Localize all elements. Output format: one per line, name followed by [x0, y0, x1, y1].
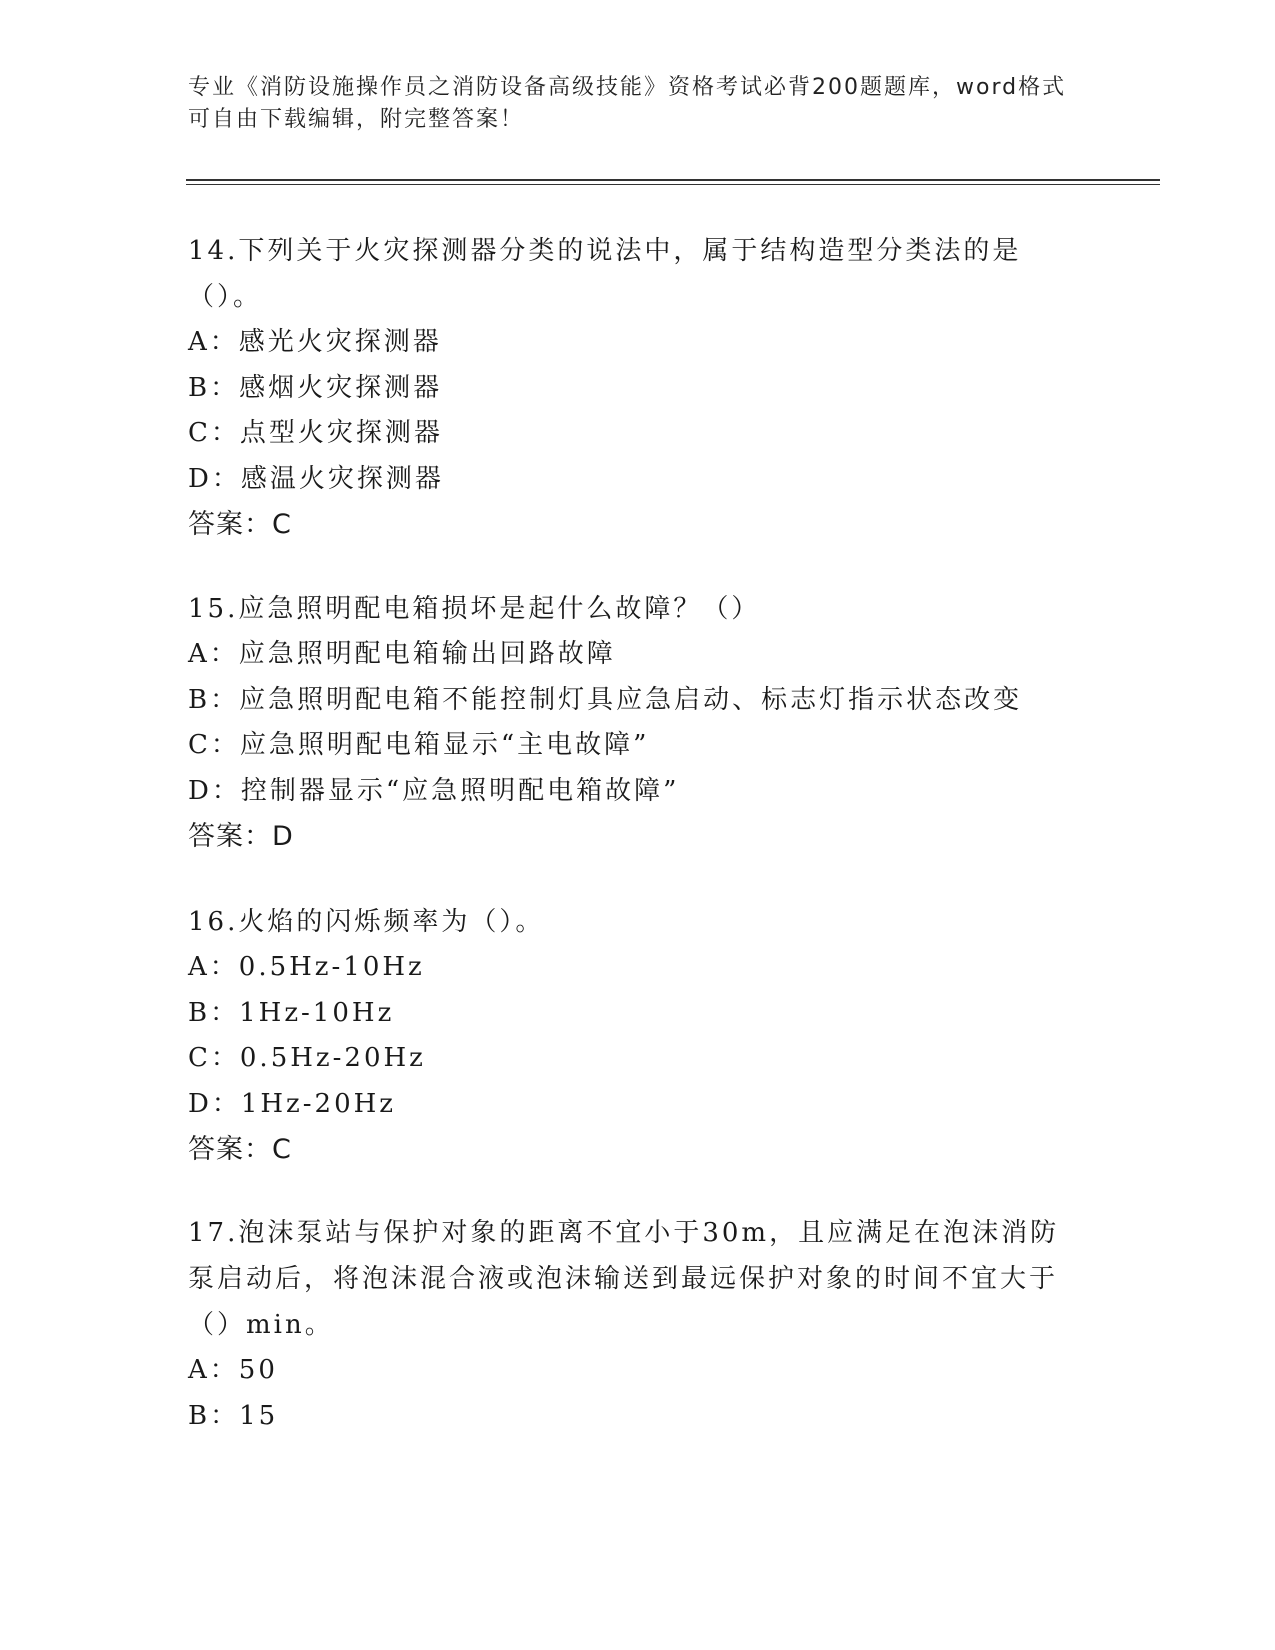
question-17: [188, 1210, 1068, 1439]
option-b: B：1Hz-10Hz: [188, 997, 395, 1028]
question-15: [188, 586, 1068, 860]
question-stem: 17.泡沫泵站与保护对象的距离不宜小于30m，且应满足在泡沫消防泵启动后，将泡沫混合液或泡沫输送到最远保护对象的时间不宜大于（）min。: [188, 1218, 1060, 1340]
header-divider: [186, 179, 1160, 185]
answer: 答案：D: [188, 821, 294, 852]
option-b: B：应急照明配电箱不能控制灯具应急启动、标志灯指示状态改变: [188, 684, 1023, 715]
option-c: C：应急照明配电箱显示“主电故障”: [188, 730, 650, 760]
option-a: A：应急照明配电箱输出回路故障: [188, 639, 616, 669]
option-d: D：1Hz-20Hz: [188, 1088, 397, 1119]
option-b: B：15: [188, 1400, 279, 1431]
option-c: C：0.5Hz-20Hz: [188, 1043, 426, 1073]
option-d: D：控制器显示“应急照明配电箱故障”: [188, 775, 680, 806]
question-stem: 15.应急照明配电箱损坏是起什么故障？（）: [188, 594, 761, 624]
question-14: [188, 228, 1068, 548]
option-a: A：感光火灾探测器: [188, 327, 442, 357]
option-a: A：0.5Hz-10Hz: [188, 952, 425, 982]
option-c: C：点型火灾探测器: [188, 418, 443, 448]
answer: 答案：C: [188, 1134, 292, 1165]
question-stem: 16.火焰的闪烁频率为（）。: [188, 907, 545, 937]
question-stem: 14.下列关于火灾探测器分类的说法中，属于结构造型分类法的是（）。: [188, 236, 1022, 312]
option-d: D：感温火灾探测器: [188, 463, 444, 494]
document-header: 专业《消防设施操作员之消防设备高级技能》资格考试必背200题题库，word格式可自由下载编辑，附完整答案！: [188, 75, 1067, 132]
question-16: [188, 899, 1068, 1173]
option-b: B：感烟火灾探测器: [188, 372, 443, 403]
answer: 答案：C: [188, 509, 292, 540]
option-a: A：50: [188, 1355, 278, 1385]
